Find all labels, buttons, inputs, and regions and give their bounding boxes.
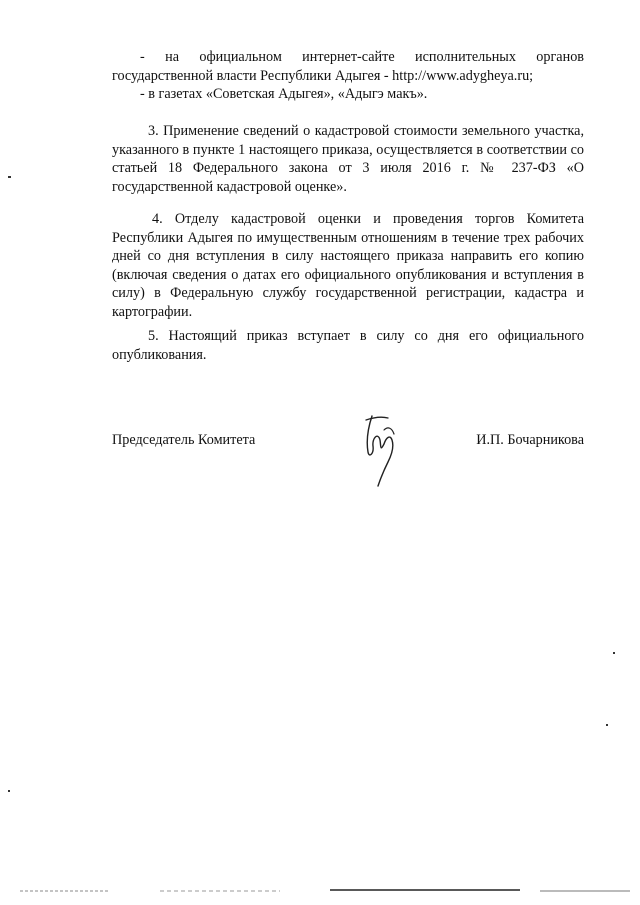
scan-speck: [613, 652, 615, 654]
paragraph-publication-website: - на официальном интернет-сайте исполнительных органов государственной власти Республики Адыгея - http://www.adygheya.ru;: [112, 49, 584, 84]
signature-block: [112, 432, 584, 452]
scan-edge-line: [0, 886, 640, 896]
paragraph-3: 3. Применение сведений о кадастровой стоимости земельного участка, указанного в пункте 1 настоящего приказа, осуществляется в соответствии со статьей 18 Федерального закона от 3 июля 2016 г. № 237-ФЗ «О государственной кадастровой оценке».: [112, 123, 584, 195]
signatory-name: И.П. Бочарникова: [476, 432, 584, 448]
paragraph-5: 5. Настоящий приказ вступает в силу со дня его официального опубликования.: [112, 328, 584, 363]
scan-speck: [8, 790, 10, 792]
paragraph-publication-newspapers: - в газетах «Советская Адыгея», «Адыгэ макъ».: [140, 86, 428, 102]
handwritten-signature: [358, 410, 408, 490]
scan-speck: [8, 176, 11, 178]
paragraph-4: 4. Отделу кадастровой оценки и проведения торгов Комитета Республики Адыгея по имущественным отношениям в течение трех рабочих дней со дня вступления в силу настоящего приказа направить его копию (включая сведения о датах его официального опубликования и вступления в силу) в Федеральную службу государственной регистрации, кадастра и картографии.: [112, 211, 584, 320]
signatory-position: Председатель Комитета: [112, 432, 256, 448]
scan-speck: [606, 724, 608, 726]
